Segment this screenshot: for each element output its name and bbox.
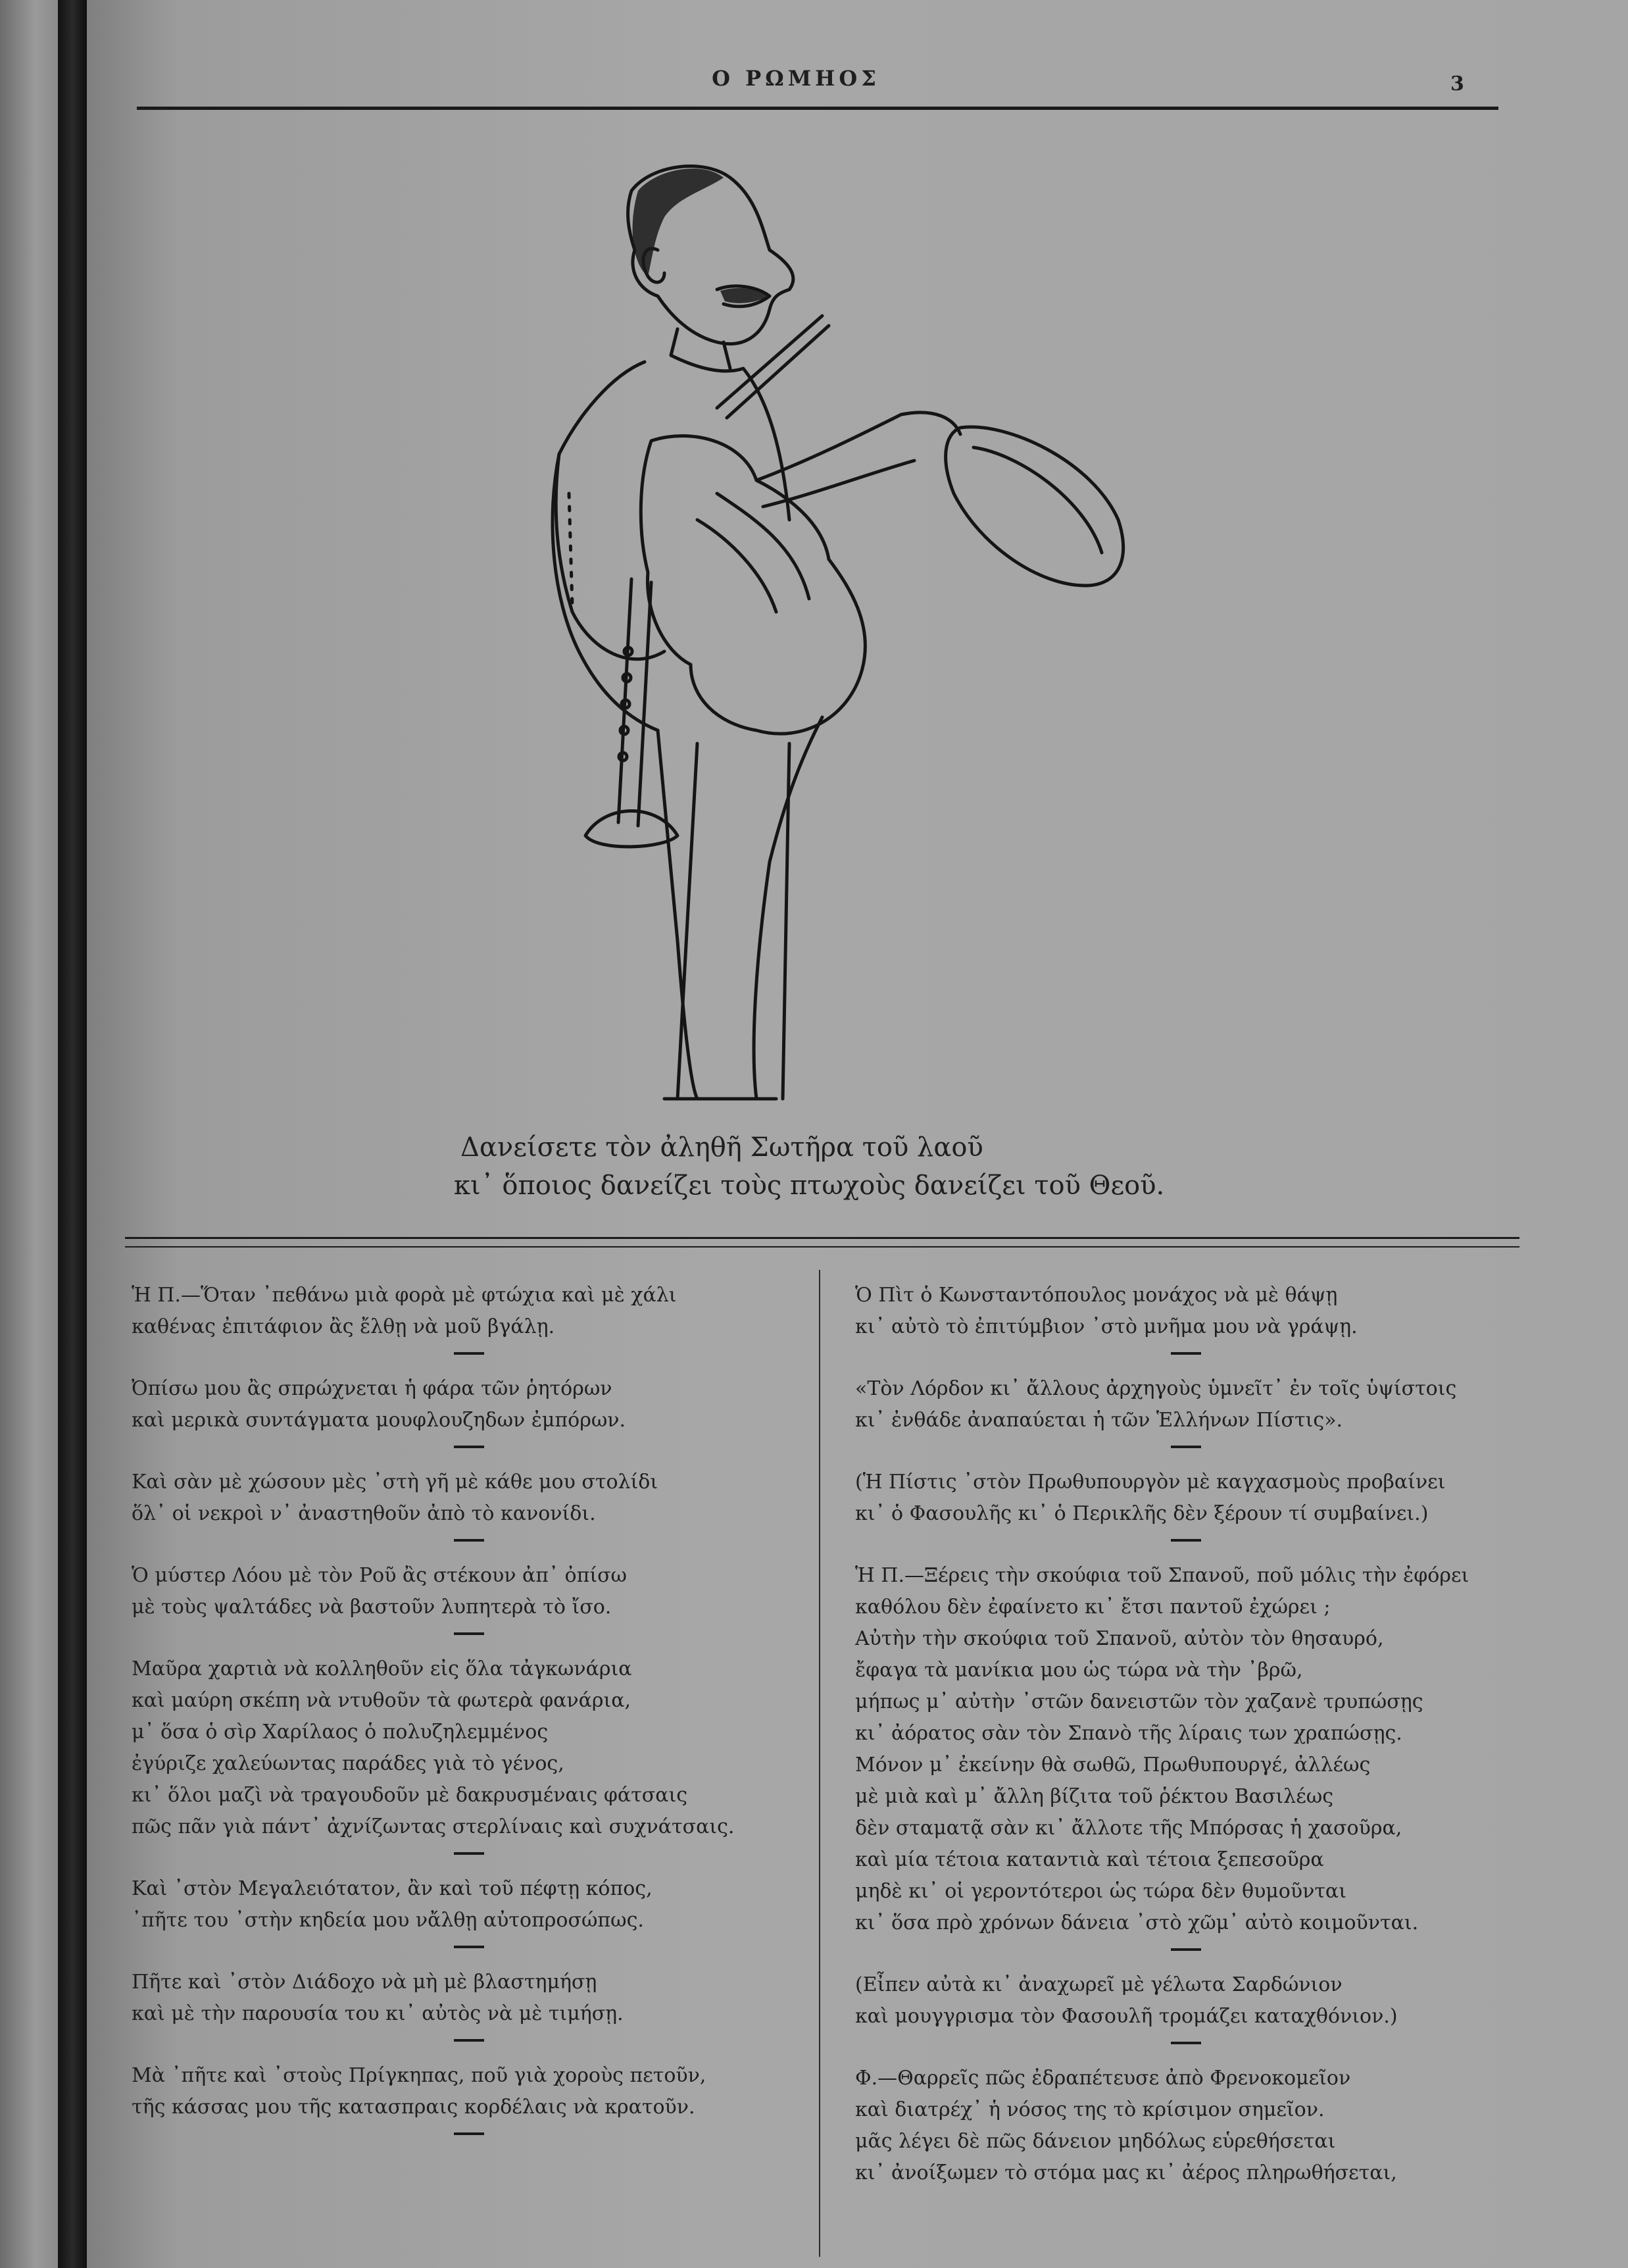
stanza-separator — [1171, 1352, 1201, 1355]
stanza — [132, 1467, 809, 1530]
illustration-caption — [454, 1128, 1243, 1205]
stanza-separator — [454, 1539, 484, 1542]
verse-line: κι᾽ ὁ Φασουλῆς κι᾽ ὁ Περικλῆς δὲν ξέρουν τί συμβαίνει.) — [855, 1502, 1429, 1525]
stanza — [132, 1280, 809, 1343]
caption-line-2: κι᾽ ὅποιος δανείζει τοὺς πτωχοὺς δανείζει τοῦ Θεοῦ. — [454, 1171, 1165, 1201]
verse-line: δὲν σταματᾷ σὰν κι᾽ ἄλλοτε τῆς Μπόρσας ἡ χασοῦρα, — [855, 1817, 1402, 1840]
stanza — [855, 1373, 1552, 1436]
stanza-separator — [1171, 1539, 1201, 1542]
stanza-separator — [454, 1852, 484, 1855]
verse-line: καὶ διατρέχ᾽ ἡ νόσος της τὸ κρίσιμον σημεῖον. — [855, 2098, 1325, 2121]
column-divider — [819, 1270, 820, 2257]
scanner-margin — [0, 0, 59, 2268]
verse-line: καὶ μαύρη σκέπη νὰ ντυθοῦν τὰ φωτερὰ φανάρια, — [132, 1689, 631, 1712]
verse-line: μᾶς λέγει δὲ πῶς δάνειον μηδόλως εὑρεθήσεται — [855, 2130, 1336, 2153]
caricature-illustration — [480, 151, 1217, 1119]
masthead-title: Ο ΡΩΜΗΟΣ — [712, 66, 880, 91]
verse-line: Ὁ Πὶτ ὁ Κωνσταντόπουλος μονάχος νὰ μὲ θάψῃ — [855, 1284, 1338, 1307]
stanza-separator — [1171, 1446, 1201, 1448]
verse-line: μ᾽ ὅσα ὁ σὶρ Χαρίλαος ὁ πολυζηλεμμένος — [132, 1721, 549, 1744]
verse-line: καὶ μὲ τὴν παρουσία του κι᾽ αὐτὸς νὰ μὲ τιμήσῃ. — [132, 2002, 624, 2025]
verse-line: Πῆτε καὶ ᾿στὸν Διάδοχο νὰ μὴ μὲ βλαστημήσῃ — [132, 1971, 597, 1994]
stanza — [855, 1280, 1552, 1343]
verse-line: ἔφαγα τὰ μανίκια μου ὡς τώρα νὰ τὴν ᾽βρῶ, — [855, 1659, 1303, 1682]
verse-line: Φ.—Θαρρεῖς πῶς ἐδραπέτευσε ἀπὸ Φρενοκομεῖον — [855, 2067, 1351, 2090]
verse-line: κι᾽ αὐτὸ τὸ ἐπιτύμβιον ᾿στὸ μνῆμα μου νὰ γράψῃ. — [855, 1315, 1358, 1338]
stanza — [132, 1653, 809, 1843]
verse-line: καθένας ἐπιτάφιον ἂς ἔλθῃ νὰ μοῦ βγάλῃ. — [132, 1315, 555, 1338]
section-rule-top — [125, 1237, 1519, 1239]
verse-line: μήπως μ᾽ αὐτὴν ᾿στῶν δανειστῶν τὸν χαζανὲ τρυπώσῃς — [855, 1690, 1423, 1713]
verse-line: Μὰ ᾿πῆτε καὶ ᾿στοὺς Πρίγκηπας, ποῦ γιὰ χοροὺς πετοῦν, — [132, 2064, 706, 2087]
verse-line: Μαῦρα χαρτιὰ νὰ κολληθοῦν εἰς ὅλα τἀγκωνάρια — [132, 1657, 632, 1680]
verse-line: (Εἶπεν αὐτὰ κι᾽ ἀναχωρεῖ μὲ γέλωτα Σαρδώνιον — [855, 1973, 1343, 1996]
verse-line: τῆς κάσσας μου τῆς κατασπραις κορδέλαις νὰ κρατοῦν. — [132, 2096, 695, 2119]
bag — [641, 436, 865, 734]
stanza-separator — [454, 1946, 484, 1948]
left-column — [132, 1280, 809, 2154]
stanza-separator — [454, 1352, 484, 1355]
verse-line: κι᾽ ὅλοι μαζὶ νὰ τραγουδοῦν μὲ δακρυσμέναις φάτσαις — [132, 1784, 688, 1807]
verse-line: κι᾽ ἀόρατος σὰν τὸν Σπανὸ τῆς λίραις των χραπώσῃς. — [855, 1722, 1402, 1745]
verse-line: Καὶ σὰν μὲ χώσουν μὲς ᾿στὴ γῆ μὲ κάθε μου στολίδι — [132, 1471, 658, 1494]
verse-line: «Τὸν Λόρδον κι᾽ ἄλλους ἀρχηγοὺς ὑμνεῖτ᾽ ἐν τοῖς ὑψίστοις — [855, 1377, 1457, 1400]
verse-line: Ὁ μύστερ Λόου μὲ τὸν Ροῦ ἂς στέκουν ἀπ᾽ ὀπίσω — [132, 1564, 628, 1587]
stanza — [132, 1873, 809, 1936]
verse-line: Ἡ Π.—Ξέρεις τὴν σκούφια τοῦ Σπανοῦ, ποῦ μόλις τὴν ἐφόρει — [855, 1564, 1469, 1587]
stanza — [855, 2063, 1552, 2189]
stanza-separator — [454, 2132, 484, 2135]
stanza-separator — [454, 1632, 484, 1635]
verse-line: (Ἡ Πίστις ᾿στὸν Πρωθυπουργὸν μὲ καγχασμοὺς προβαίνει — [855, 1471, 1446, 1494]
stanza — [855, 1467, 1552, 1530]
verse-line: κι᾽ ἐνθάδε ἀναπαύεται ἡ τῶν Ἑλλήνων Πίστις». — [855, 1409, 1343, 1432]
verse-line: ὅλ᾽ οἱ νεκροὶ ν᾽ ἀναστηθοῦν ἀπὸ τὸ κανονίδι. — [132, 1502, 596, 1525]
verse-line: κι᾽ ὅσα πρὸ χρόνων δάνεια ᾿στὸ χῶμ᾽ αὐτὸ κοιμοῦνται. — [855, 1911, 1419, 1934]
verse-line: Καὶ ᾿στὸν Μεγαλειότατον, ἂν καὶ τοῦ πέφτῃ κόπος, — [132, 1877, 653, 1900]
right-column — [855, 1280, 1552, 2189]
page-number: 3 — [1450, 72, 1464, 95]
stanza — [855, 1969, 1552, 2032]
book-binding-gutter — [58, 0, 87, 2268]
verse-line: Μόνον μ᾽ ἐκείνην θὰ σωθῶ, Πρωθυπουργέ, ἀλλέως — [855, 1753, 1371, 1777]
verse-line: μὲ μιὰ καὶ μ᾽ ἄλλη βίζιτα τοῦ ῥέκτου Βασιλέως — [855, 1785, 1334, 1808]
stanza-separator — [454, 2039, 484, 2042]
verse-line: Ὀπίσω μου ἂς σπρώχνεται ἡ φάρα τῶν ῥητόρων — [132, 1377, 612, 1400]
verse-line: Αὐτὴν τὴν σκούφια τοῦ Σπανοῦ, αὐτὸν τὸν θησαυρό, — [855, 1627, 1384, 1650]
stanza — [855, 1560, 1552, 1939]
stanza — [132, 1560, 809, 1623]
header-rule — [137, 107, 1498, 110]
hat — [946, 427, 1123, 586]
verse-line: καὶ μερικὰ συντάγματα μουφλουζηδων ἐμπόρων. — [132, 1409, 626, 1432]
stanza — [132, 1373, 809, 1436]
verse-line: Ἡ Π.—Ὅταν ᾿πεθάνω μιὰ φορὰ μὲ φτώχια καὶ μὲ χάλι — [132, 1284, 677, 1307]
caption-line-1: Δανείσετε τὸν ἀληθῆ Σωτῆρα τοῦ λαοῦ — [460, 1132, 983, 1163]
stanza — [132, 1967, 809, 2030]
stanza-separator — [454, 1446, 484, 1448]
verse-line: καὶ μουγγρισμα τὸν Φασουλῆ τρομάζει καταχθόνιον.) — [855, 2005, 1398, 2028]
verse-line: μὲ τοὺς ψαλτάδες νὰ βαστοῦν λυπητερὰ τὸ ἴσο. — [132, 1596, 612, 1619]
stanza-separator — [1171, 2042, 1201, 2044]
section-rule-bottom — [125, 1246, 1519, 1247]
verse-line: καὶ μία τέτοια καταντιὰ καὶ τέτοια ξεπεσοῦρα — [855, 1848, 1324, 1871]
verse-line: πῶς πᾶν γιὰ πάντ᾽ ἀχνίζωντας στερλίναις καὶ συχνάτσαις. — [132, 1815, 735, 1838]
verse-line: μηδὲ κι᾽ οἱ γεροντότεροι ὡς τώρα δὲν θυμοῦνται — [855, 1880, 1346, 1903]
stanza — [132, 2060, 809, 2123]
verse-line: κι᾽ ἀνοίξωμεν τὸ στόμα μας κι᾽ ἀέρος πληρωθήσεται, — [855, 2161, 1397, 2184]
verse-line: ᾿πῆτε του ᾿στὴν κηδεία μου νἄλθῃ αὐτοπροσώπως. — [132, 1909, 644, 1932]
stanza-separator — [1171, 1948, 1201, 1951]
verse-line: καθόλου δὲν ἐφαίνετο κι᾽ ἔτσι παντοῦ ἐχώρει ; — [855, 1596, 1331, 1619]
verse-line: ἐγύριζε χαλεύωντας παράδες γιὰ τὸ γένος, — [132, 1752, 564, 1775]
